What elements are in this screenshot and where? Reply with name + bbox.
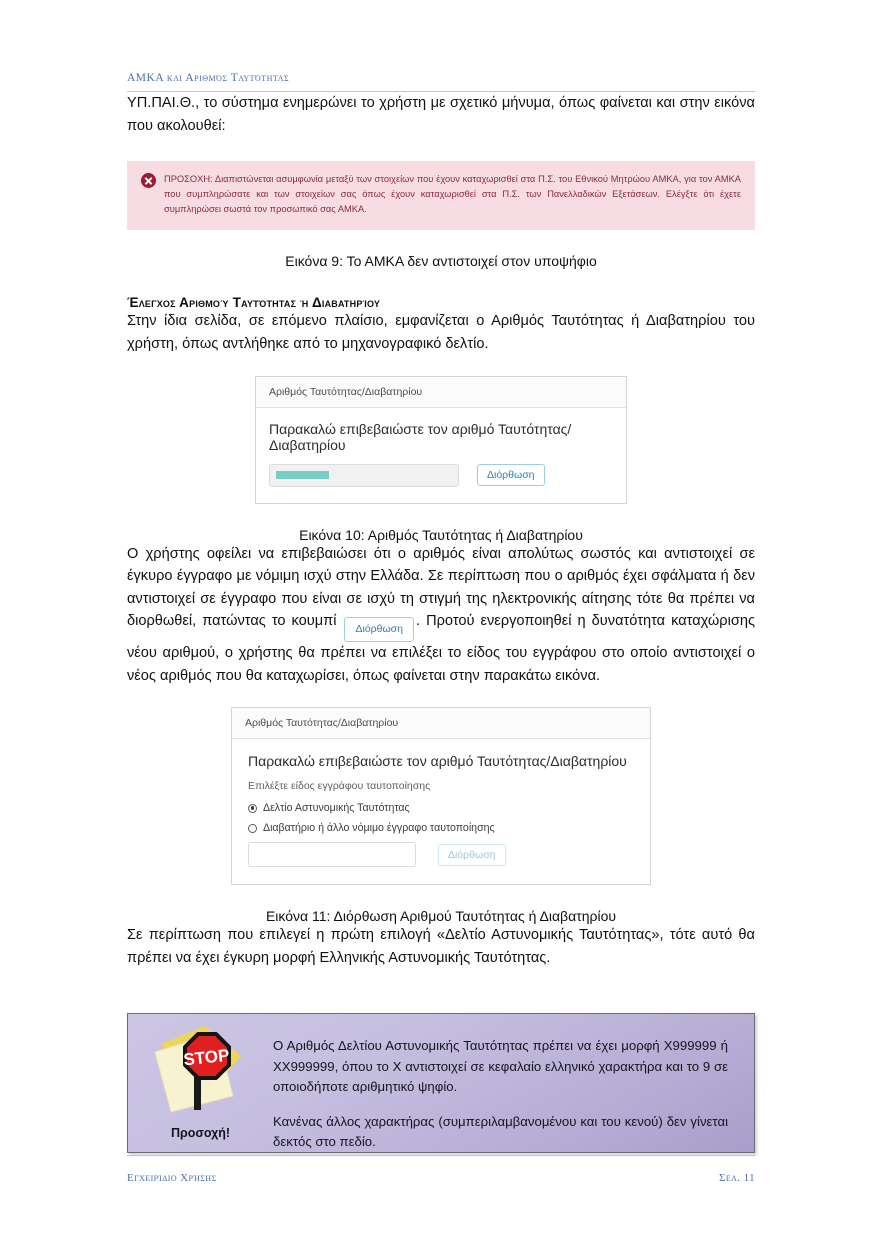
inline-correct-button[interactable]: Διόρθωση [344, 617, 414, 642]
panel-1-body [256, 408, 626, 503]
id-number-panel-confirm [255, 376, 627, 504]
panel-2-header-title: Αριθμός Ταυτότητας/Διαβατηρίου [232, 708, 650, 739]
figure-caption-10: Εικόνα 10: Αριθμός Ταυτότητας ή Διαβατηρίου [299, 526, 583, 543]
radio-icon-selected[interactable] [248, 804, 257, 813]
panel-1-prompt: Παρακαλώ επιβεβαιώστε τον αριθμό Ταυτότητας/Διαβατηρίου [269, 420, 572, 453]
footer-page-number: Σελ. 11 [719, 1172, 755, 1184]
page-content [127, 0, 755, 1153]
warning-text-area [273, 1014, 754, 1152]
svg-text:STOP: STOP [182, 1046, 231, 1070]
error-alert-box [127, 161, 755, 230]
paragraph-user-must-part-2: . Προτού ενεργοποιηθεί η δυνατότητα καταχώρισης νέου αριθμού, ο χρήστης θα πρέπει να επιλέξει το είδος του εγγράφου στο οποίο αντιστοιχεί ο νέος αριθμός που θα καταχωρίσει, όπως φαίνεται στην παρακάτω εικόνα. [127, 613, 755, 684]
running-header [127, 0, 755, 92]
correct-button[interactable]: Διόρθωση [477, 464, 545, 486]
radio-icon-unselected[interactable] [248, 824, 257, 833]
error-circle-x-icon [141, 173, 156, 188]
page-footer [127, 1155, 755, 1184]
warning-paragraph-1: Ο Αριθμός Δελτίου Αστυνομικής Ταυτότητας πρέπει να έχει μορφή Χ999999 ή ΧΧ999999, όπου το Χ αντιστοιχεί σε κεφαλαίο ελληνικό χαρακτήρα και το 9 σε οποιοδήποτε αριθμητικό ψηφίο. [273, 1038, 728, 1095]
panel-2-prompt: Παρακαλώ επιβεβαιώστε τον αριθμό Ταυτότητας/Διαβατηρίου [248, 753, 627, 770]
running-header-title: ΑΜΚΑ και Αριθμός Ταυτότητας [127, 72, 290, 84]
figure-caption-11: Εικόνα 11: Διόρθωση Αριθμού Ταυτότητας ή Διαβατηρίου [265, 908, 617, 925]
id-number-input[interactable] [269, 464, 459, 487]
section-heading: Έλεγχος Αριθμού Ταυτότητας ή Διαβατηρίου [127, 295, 381, 311]
warning-paragraph-2: Κανένας άλλος χαρακτήρας (συμπεριλαμβανομένου και του κενού) δεν γίνεται δεκτός στο πεδίο. [273, 1113, 728, 1150]
warning-icon-area [128, 1014, 273, 1152]
radio-option-passport[interactable] [248, 822, 634, 834]
radio-option-id-card[interactable] [248, 802, 634, 814]
footer-manual-label: Εγχειρίδιο Χρήσης [127, 1172, 217, 1184]
panel-1-header-title: Αριθμός Ταυτότητας/Διαβατηρίου [256, 377, 626, 408]
paragraph-user-must [127, 543, 755, 688]
stop-sign-icon [145, 1022, 255, 1118]
attention-warning-box [127, 1013, 755, 1153]
paragraph-same-page: Στην ίδια σελίδα, σε επόμενο πλαίσιο, εμφανίζεται ο Αριθμός Ταυτότητας ή Διαβατηρίου του χρήστη, όπως αντλήθηκε από το μηχανογραφικό δελτίο. [127, 313, 755, 352]
paragraph-user-must-part-1: Ο χρήστης οφείλει να επιβεβαιώσει ότι ο αριθμός είναι απολύτως σωστός και αντιστοιχεί σε έγκυρο έγγραφο με νόμιμη ισχύ στην Ελλάδα. Σε περίπτωση που ο αριθμός έχει σφάλματα ή δεν αντιστοιχεί σε έγγραφο που είναι σε ισχύ τη στιγμή της ηλεκτρονικής αίτησης τότε θα πρέπει να διορθωθεί, πατώντας το κουμπί [127, 545, 755, 630]
panel-1-input-row [269, 464, 613, 487]
id-number-panel-correct [231, 707, 651, 885]
new-id-number-input[interactable] [248, 842, 416, 867]
error-alert-text: ΠΡΟΣΟΧΗ: Διαπιστώνεται ασυμφωνία μεταξύ των στοιχείων που έχουν καταχωρισθεί στα Π.Σ. του Εθνικού Μητρώου ΑΜΚΑ, για τον ΑΜΚΑ που συμπληρώσατε και των στοιχείων σας όπως έχουν καταχωρισθεί στα Π.Σ. των Πανελλαδικών Εξετάσεων. Ελέγξτε ότι έχετε συμπληρώσει σωστά τον προσωπικό σας ΑΜΚΑ. [164, 174, 741, 215]
radio-option-passport-label: Διαβατήριο ή άλλο νόμιμο έγγραφο ταυτοποίησης [263, 822, 495, 835]
radio-option-id-card-label: Δελτίο Αστυνομικής Ταυτότητας [263, 802, 410, 815]
panel-2-body [232, 739, 650, 884]
document-type-label: Επιλέξτε είδος εγγράφου ταυτοποίησης [248, 780, 431, 793]
panel-2-input-row [248, 842, 634, 867]
warning-caption: Προσοχή! [170, 1126, 231, 1141]
correct-button-disabled[interactable]: Διόρθωση [438, 844, 506, 866]
paragraph-first-option: Σε περίπτωση που επιλεγεί η πρώτη επιλογή «Δελτίο Αστυνομικής Ταυτότητας», τότε αυτό θα πρέπει να έχει έγκυρη μορφή Ελληνικής Αστυνομικής Ταυτότητας. [127, 927, 755, 966]
figure-caption-9: Εικόνα 9: Το ΑΜΚΑ δεν αντιστοιχεί στον υποψήφιο [285, 253, 597, 270]
intro-paragraph: ΥΠ.ΠΑΙ.Θ., το σύστημα ενημερώνει το χρήστη με σχετικό μήνυμα, όπως φαίνεται και στην εικόνα που ακολουθεί: [127, 95, 755, 134]
redacted-value-bar [276, 471, 329, 479]
